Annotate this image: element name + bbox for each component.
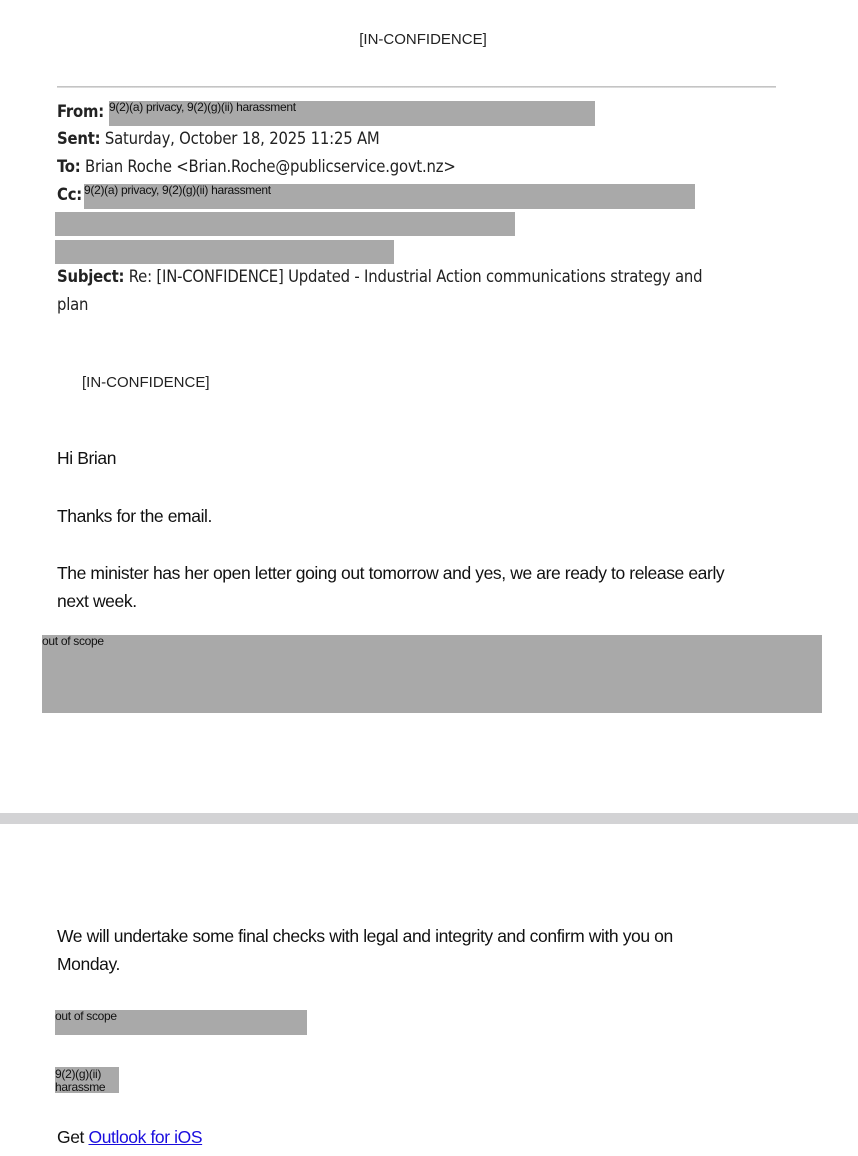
cc-redaction-line2 (55, 212, 515, 236)
out-of-scope-redaction-2 (55, 1010, 307, 1035)
footer-signature: Get Outlook for iOS (57, 1127, 203, 1147)
outlook-for-ios-link[interactable]: Outlook for iOS (88, 1127, 203, 1147)
classification-body: [IN-CONFIDENCE] (82, 374, 210, 391)
to-line: To: Brian Roche <Brian.Roche@publicservice.govt.nz> (57, 157, 456, 176)
redaction-label: 9(2)(a) privacy, 9(2)(g)(ii) harassment (84, 183, 271, 197)
to-value: Brian Roche <Brian.Roche@publicservice.govt.nz> (85, 157, 456, 176)
classification-header: [IN-CONFIDENCE] (359, 31, 487, 48)
harassment-redaction-label: 9(2)(g)(ii) harassme (55, 1067, 106, 1094)
cc-label: Cc: (57, 185, 83, 204)
sent-value: Saturday, October 18, 2025 11:25 AM (104, 129, 380, 148)
page-break (0, 813, 858, 824)
cc-redaction (84, 184, 695, 209)
paragraph-thanks: Thanks for the email. (57, 506, 213, 526)
subject-value: Re: [IN-CONFIDENCE] Updated - Industrial Action communications strategy and (128, 267, 703, 286)
subject-line: Subject: Re: [IN-CONFIDENCE] Updated - Industrial Action communications strategy and (57, 267, 703, 286)
paragraph-checks: We will undertake some final checks with legal and integrity and confirm with you on Monday. (57, 926, 673, 974)
redaction-label: out of scope (55, 1009, 117, 1023)
redaction-label: out of scope (42, 634, 104, 648)
cc-redaction-line3 (55, 240, 394, 264)
sent-line: Sent: Saturday, October 18, 2025 11:25 AM (57, 129, 380, 148)
greeting: Hi Brian (57, 448, 117, 468)
paragraph-minister: The minister has her open letter going out tomorrow and yes, we are ready to release early next week. (57, 563, 725, 611)
out-of-scope-redaction (42, 635, 822, 713)
from-redaction (109, 101, 595, 126)
header-divider (57, 86, 776, 88)
from-label: From: (57, 102, 105, 121)
subject-line2: plan (57, 295, 89, 314)
redaction-label: 9(2)(a) privacy, 9(2)(g)(ii) harassment (109, 100, 296, 114)
